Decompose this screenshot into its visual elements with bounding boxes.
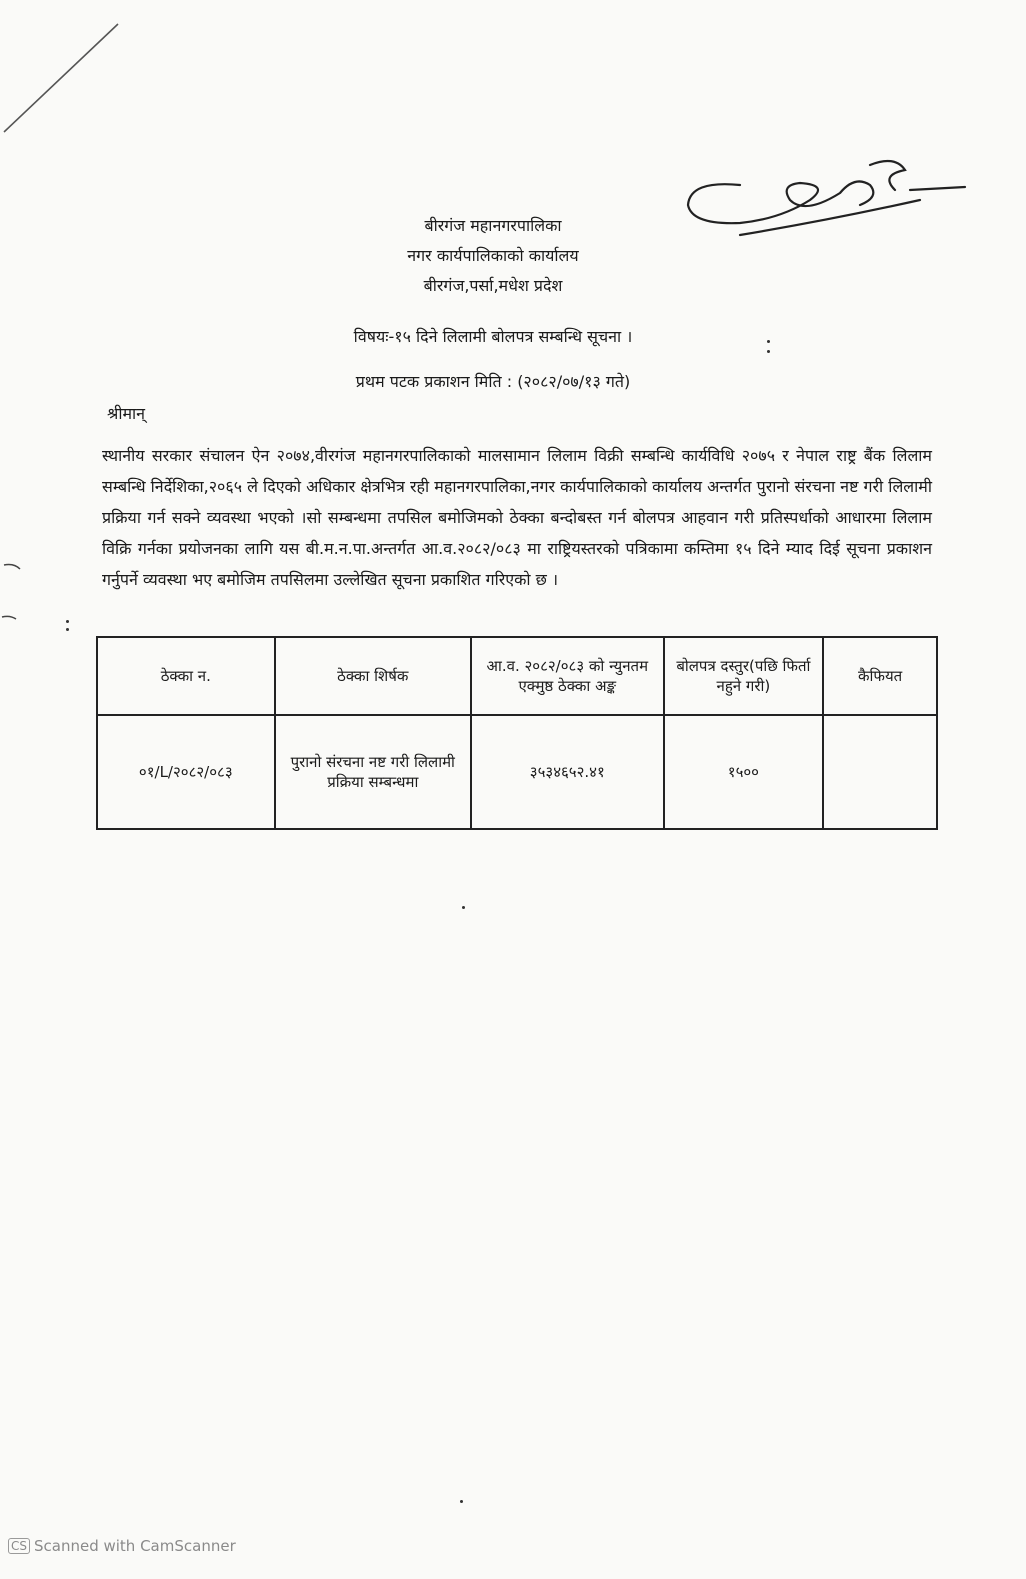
notice-subject: विषयः-१५ दिने लिलामी बोलपत्र सम्बन्धि सूचना । <box>353 327 633 346</box>
scan-dot <box>460 1500 463 1503</box>
header-remarks: कैफियत <box>823 637 937 715</box>
header-contract-no: ठेक्का न. <box>97 637 275 715</box>
scanner-text: Scanned with CamScanner <box>34 1537 236 1555</box>
header-contract-title: ठेक्का शिर्षक <box>275 637 471 715</box>
cell-contract-title: पुरानो संरचना नष्ट गरी लिलामी प्रक्रिया सम्बन्धमा <box>275 715 471 829</box>
table-row <box>97 715 937 829</box>
table-header-row <box>97 637 937 715</box>
scan-dot <box>66 628 69 631</box>
tender-table <box>96 636 938 830</box>
office-department: नगर कार्यपालिकाको कार्यालय <box>407 246 579 265</box>
scanner-watermark <box>8 1537 236 1555</box>
scan-dot <box>66 620 69 623</box>
scan-edge-line <box>0 20 130 140</box>
salutation: श्रीमान् <box>107 404 146 423</box>
cell-remarks <box>823 715 937 829</box>
scan-dot <box>462 906 465 909</box>
cell-minimum-amount: ३५३४६५२.४१ <box>471 715 664 829</box>
cell-contract-no: ०१/L/२०८२/०८३ <box>97 715 275 829</box>
scan-dot <box>767 350 770 353</box>
header-bid-fee: बोलपत्र दस्तुर(पछि फिर्ता नहुने गरी) <box>664 637 824 715</box>
notice-body: स्थानीय सरकार संचालन ऐन २०७४,वीरगंज महानगरपालिकाको मालसामान लिलाम विक्री सम्बन्धि कार्यविधि २०७५ र नेपाल राष्ट्र बैंक लिलाम सम्बन्धि निर्देशिका,२०६५ ले दिएको अधिकार क्षेत्रभित्र रही महानगरपालिका,नगर कार्यपालिकाको कार्यालय अन्तर्गत पुरानो संरचना नष्ट गरी लिलामी प्रक्रिया गर्न सक्ने व्यवस्था भएको ।सो सम्बन्धमा तपसिल बमोजिमको ठेक्का बन्दोबस्त गर्न बोलपत्र आहवान गरी प्रतिस्पर्धाको आधारमा लिलाम विक्रि गर्नका प्रयोजनका लागि यस बी.म.न.पा.अन्तर्गत आ.व.२०८२/०८३ मा राष्ट्रियस्तरको पत्रिकामा कम्तिमा १५ दिने म्याद दिई सूचना प्रकाशन गर्नुपर्ने व्यवस्था भए बमोजिम तपसिलमा उल्लेखित सूचना प्रकाशित गरिएको छ । <box>102 446 932 589</box>
publication-date: प्रथम पटक प्रकाशन मिति : (२०८२/०७/१३ गते) <box>355 372 631 391</box>
office-name: बीरगंज महानगरपालिका <box>424 216 562 235</box>
office-address: बीरगंज,पर्सा,मधेश प्रदेश <box>423 276 563 295</box>
camscanner-logo-icon: CS <box>8 1538 30 1554</box>
margin-mark <box>0 555 30 635</box>
cell-bid-fee: १५०० <box>664 715 824 829</box>
header-minimum-amount: आ.व. २०८२/०८३ को न्युनतम एक्मुष्ठ ठेक्का अङ्क <box>471 637 664 715</box>
